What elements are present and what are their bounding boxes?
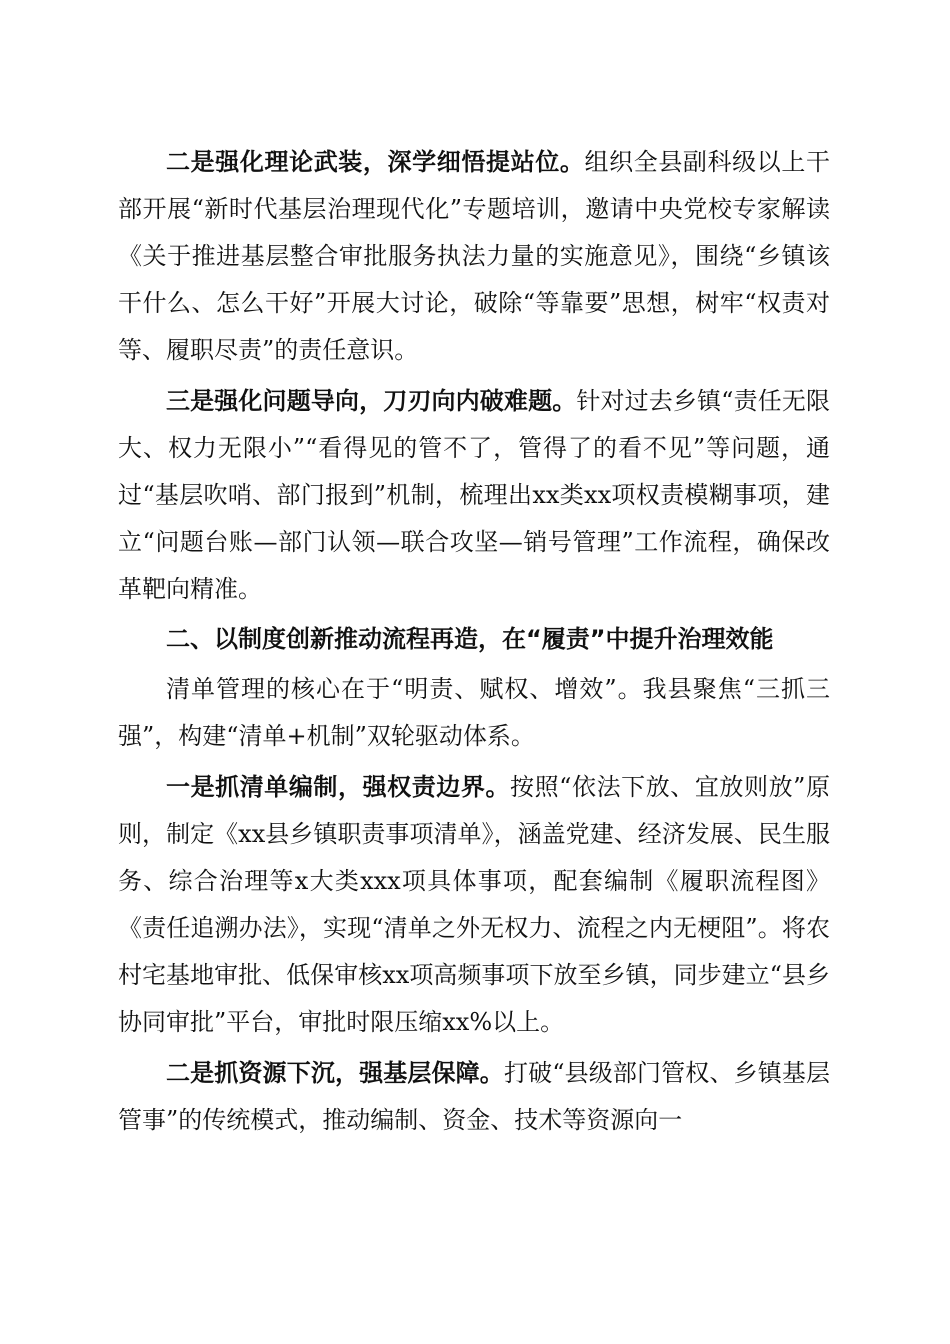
paragraph-problem-oriented — [118, 377, 830, 613]
paragraph-text: 按照“依法下放、宜放则放”原则，制定《xx县乡镇职责事项清单》，涵盖党建、经济发展、民生服务、综合治理等x大类xxx项具体事项，配套编制《履职流程图》《责任追溯办法》，实现“清单之外无权力、流程之内无梗阻”。将农村宅基地审批、低保审核xx项高频事项下放至乡镇，同步建立“县乡协同审批”平台，审批时限压缩xx%以上。 — [118, 773, 830, 1036]
paragraph-list-compilation — [118, 763, 830, 1046]
paragraph-lead: 二是抓资源下沉，强基层保障。 — [166, 1058, 504, 1087]
paragraph-text: 组织全县副科级以上干部开展“新时代基层治理现代化”专题培训，邀请中央党校专家解读《关于推进基层整合审批服务执法力量的实施意见》，围绕“乡镇该干什么、怎么干好”开展大讨论，破除“等靠要”思想，树牢“权责对等、履职尽责”的责任意识。 — [118, 148, 831, 364]
paragraph-resource-sinking — [118, 1049, 830, 1144]
paragraph-text: 打破“县级部门管权、乡镇基层管事”的传统模式，推动编制、资金、技术等资源向一 — [118, 1059, 830, 1134]
paragraph-lead: 一是抓清单编制，强权责边界。 — [166, 772, 511, 801]
paragraph-lead: 二是强化理论武装，深学细悟提站位。 — [166, 147, 585, 176]
paragraph-theory-study — [118, 138, 830, 374]
paragraph-list-management — [118, 666, 830, 760]
paragraph-text: 清单管理的核心在于“明责、赋权、增效”。我县聚焦“三抓三强”，构建“清单+机制”双轮驱动体系。 — [118, 675, 830, 750]
section-heading-2: 二、以制度创新推动流程再造，在“履责”中提升治理效能 — [166, 625, 774, 653]
paragraph-text: 针对过去乡镇“责任无限大、权力无限小”“看得见的管不了，管得了的看不见”等问题，通过“基层吹哨、部门报到”机制，梳理出xx类xx项权责模糊事项，建立“问题台账—部门认领—联合攻坚—销号管理”工作流程，确保改革靶向精准。 — [118, 387, 830, 603]
paragraph-lead: 三是强化问题导向，刀刃向内破难题。 — [166, 386, 577, 415]
document-body — [118, 138, 830, 1144]
